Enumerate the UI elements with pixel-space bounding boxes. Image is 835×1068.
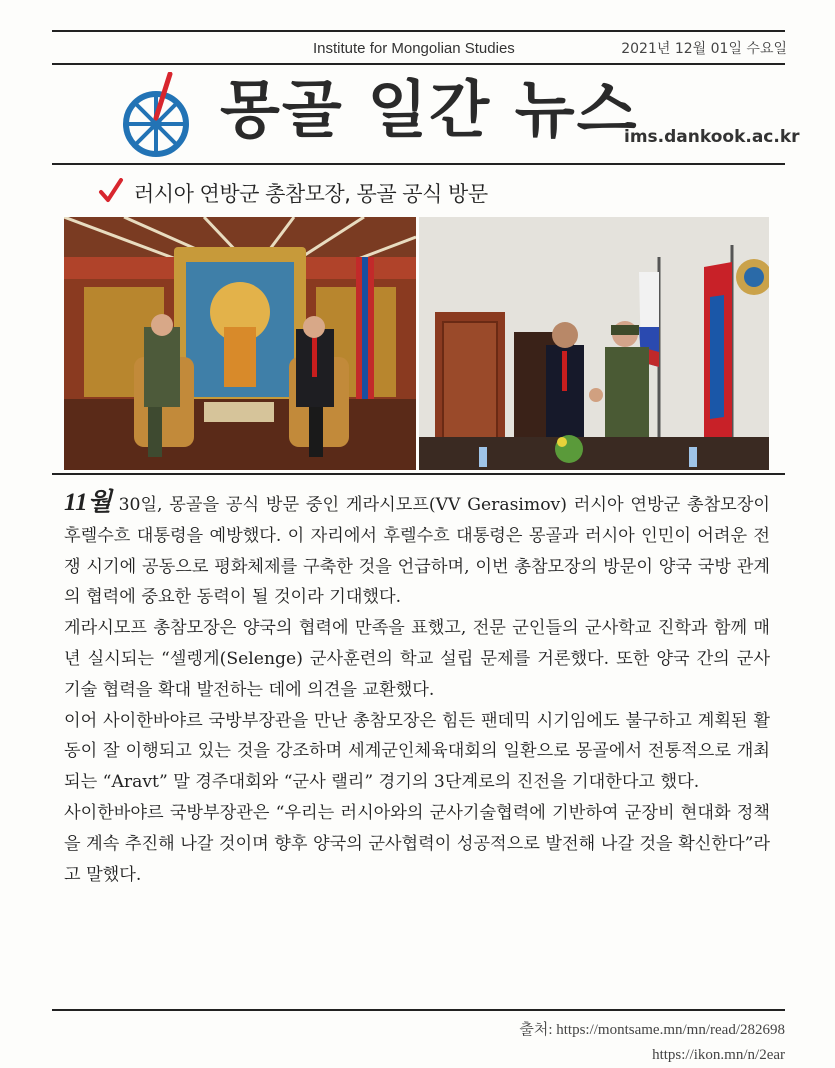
institute-name: Institute for Mongolian Studies: [313, 40, 515, 57]
website-url: ims.dankook.ac.kr: [624, 127, 800, 147]
paragraph-3: 이어 사이한바야르 국방부장관을 만난 총참모장은 힘든 팬데믹 시기임에도 불구하고 계획된 활동이 잘 이행되고 있는 것을 강조하며 세계군인체육대회의 일환으로 몽골에서 전통적으로 개최되는 “Aravt” 말 경주대회와 “군사 랠리” 경기의 3단계로의 진전을 기대한다고 했다.: [64, 710, 770, 793]
source-line-2: https://ikon.mn/n/2ear: [652, 1047, 785, 1063]
paragraph-1-text: 30일, 몽골을 공식 방문 중인 게라시모프(VV Gerasimov) 러시아 연방군 총참모장이 후렐수흐 대통령을 예방했다. 이 자리에서 후렐수흐 대통령은 몽골과 러시아 인민이 어려운 전쟁 시기에 공동으로 평화체제를 구축한 것을 언급하며, 이번 총참모장의 방문이 양국 국방 관계의 협력에 중요한 동력이 될 것이라 기대했다.: [64, 495, 770, 608]
header-rule: [52, 63, 785, 65]
paragraph-4: 사이한바야르 국방부장관은 “우리는 러시아와의 군사기술협력에 기반하여 군장비 현대화 정책을 계속 추진해 나갈 것이며 향후 양국의 군사협력이 성공적으로 발전해 나갈 것을 확신한다”라고 말했다.: [64, 802, 770, 885]
photo-ger-meeting: [64, 217, 416, 470]
paragraph-1: [64, 488, 770, 613]
article-body: [64, 488, 770, 890]
issue-date: 2021년 12월 01일 수요일: [621, 41, 787, 57]
wheel-logo-icon: [118, 72, 200, 162]
source-line-1: 출처: https://montsame.mn/mn/read/282698: [519, 1022, 785, 1038]
source-links: [519, 1018, 785, 1068]
photo-handshake: [419, 217, 769, 470]
photo-rule: [52, 473, 785, 475]
lead-date: 11월: [64, 489, 112, 516]
top-rule: [52, 30, 785, 32]
article-headline: 러시아 연방군 총참모장, 몽골 공식 방문: [134, 182, 488, 206]
footer-rule: [52, 1009, 785, 1011]
checkmark-icon: [98, 178, 124, 204]
paragraph-2: 게라시모프 총참모장은 양국의 협력에 만족을 표했고, 전문 군인들의 군사학교 진학과 함께 매년 실시되는 “셀렝게(Selenge) 군사훈련의 학교 설립 문제를 거론했다. 또한 양국 간의 군사 기술 협력을 확대 발전하는 데에 의견을 교환했다.: [64, 618, 770, 700]
newsletter-title: 몽골 일간 뉴스: [220, 73, 639, 146]
title-rule: [52, 163, 785, 165]
